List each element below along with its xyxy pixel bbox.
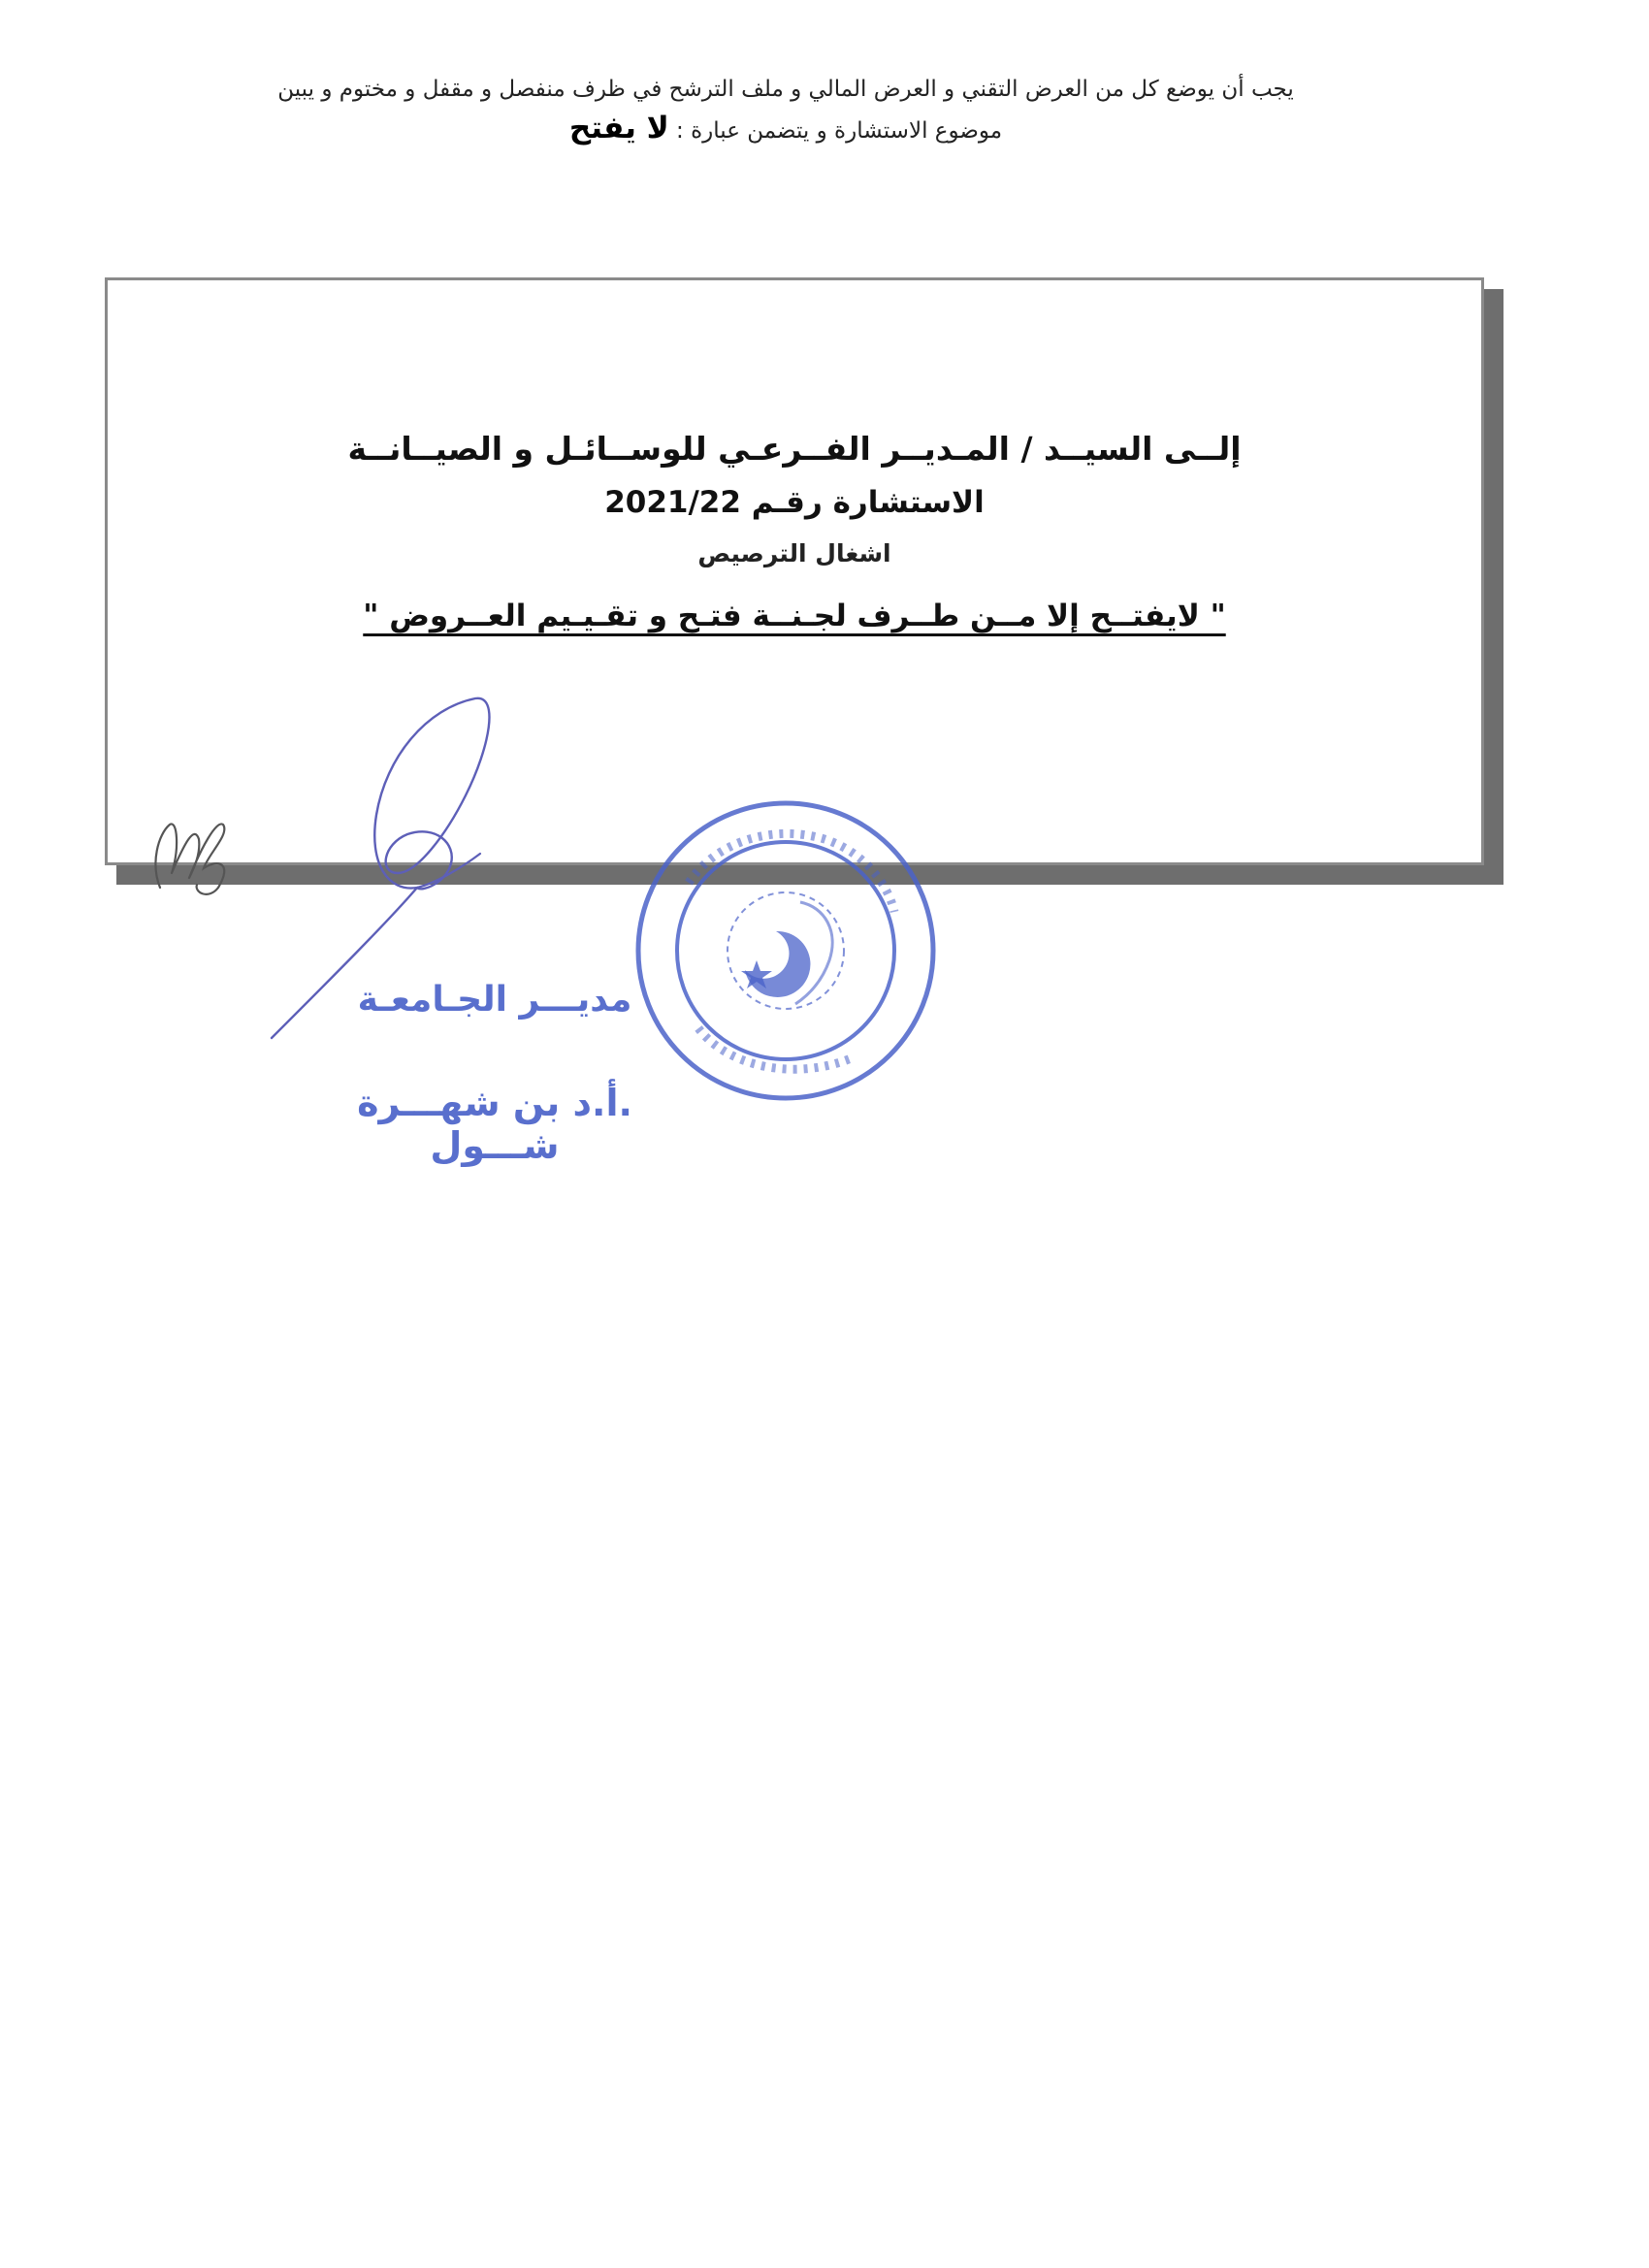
- address-box-content: [108, 422, 1481, 645]
- signer-title: مديـــر الجـامعـة: [357, 980, 632, 1020]
- works-subject: اشغال الترصيص: [697, 539, 891, 567]
- do-not-open-emphasis: لا يفتح: [568, 111, 669, 146]
- do-not-open-notice: " لايفتــح إلا مــن طــرف لجـنــة فتـح و تقـيـيم العــروض ": [363, 599, 1226, 633]
- instruction-line-2: [194, 109, 1377, 150]
- university-stamp: [630, 795, 941, 1106]
- instruction-line-1: يجب أن يوضع كل من العرض التقني و العرض المالي و ملف الترشح في ظرف منفصل و مقفل و مختوم و يبين: [277, 77, 1294, 102]
- signer-name: .أ.د بن شهـــرة شـــول: [357, 1082, 632, 1167]
- initials-signature: [141, 795, 247, 912]
- instruction-line-2-text: موضوع الاستشارة و يتضمن عبارة :: [676, 118, 1003, 144]
- instruction-block: [194, 70, 1377, 150]
- recipient-line: إلــى السيــد / المـديــر الفــرعـي للوســائـل و الصيــانــة: [347, 430, 1242, 468]
- consultation-number: الاستشارة رقـم 2021/22: [604, 485, 985, 520]
